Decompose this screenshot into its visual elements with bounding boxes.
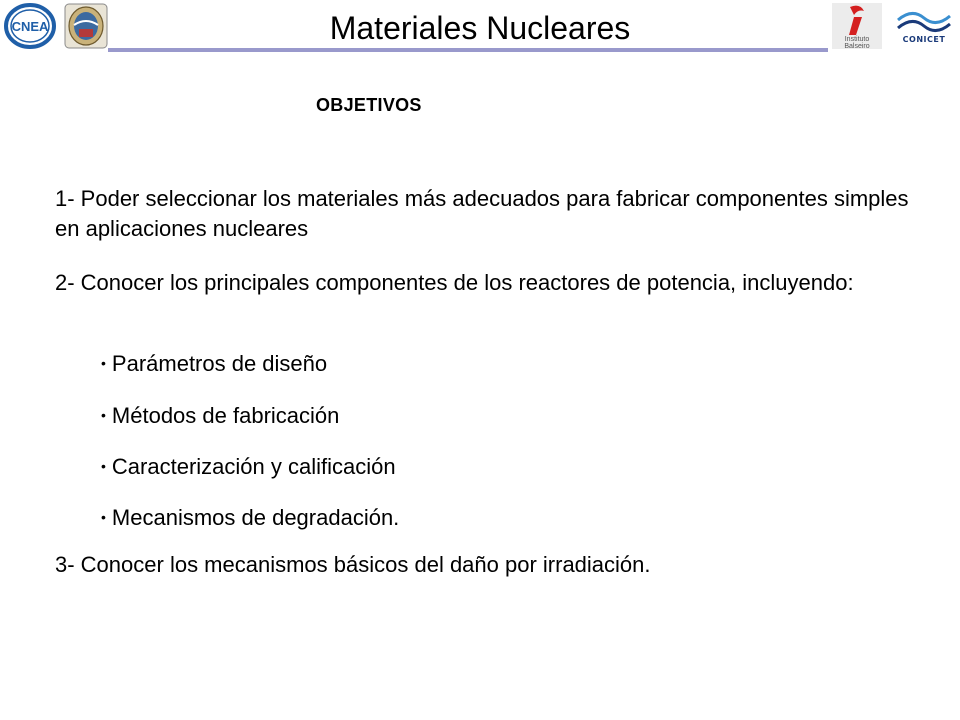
- bullet-icon: •: [101, 407, 106, 423]
- bullet-item: [101, 400, 339, 431]
- bullet-item: [101, 348, 327, 379]
- bullet-icon: •: [101, 355, 106, 371]
- institute-logo-line1: Instituto: [844, 36, 870, 43]
- bullet-item: [101, 502, 399, 533]
- header-divider: [108, 48, 828, 52]
- bullet-item: [101, 451, 396, 482]
- bullet-text: Parámetros de diseño: [111, 351, 328, 376]
- bullet-text: Mecanismos de degradación.: [111, 505, 400, 530]
- objective-item-3: 3- Conocer los mecanismos básicos del daño por irradiación.: [55, 552, 651, 577]
- bullet-text: Caracterización y calificación: [111, 454, 396, 479]
- bullet-text: Métodos de fabricación: [111, 403, 340, 428]
- section-heading: OBJETIVOS: [316, 95, 422, 115]
- page-title: Materiales Nucleares: [329, 10, 631, 46]
- bullet-icon: •: [101, 509, 106, 525]
- cnea-logo-text: CNEA: [11, 19, 49, 34]
- conicet-logo: [892, 6, 956, 46]
- bullet-icon: •: [101, 458, 106, 474]
- instituto-balseiro-logo: [832, 3, 882, 49]
- objective-item-2: 2- Conocer los principales componentes de los reactores de potencia, incluyendo:: [55, 270, 854, 295]
- slide-header: [0, 0, 960, 54]
- objective-item-1: 1- Poder seleccionar los materiales más adecuados para fabricar componentes simples en aplicaciones nucleares: [55, 186, 909, 241]
- conicet-logo-text: CONICET: [902, 35, 946, 44]
- institute-logo-line2: Balseiro: [844, 43, 870, 49]
